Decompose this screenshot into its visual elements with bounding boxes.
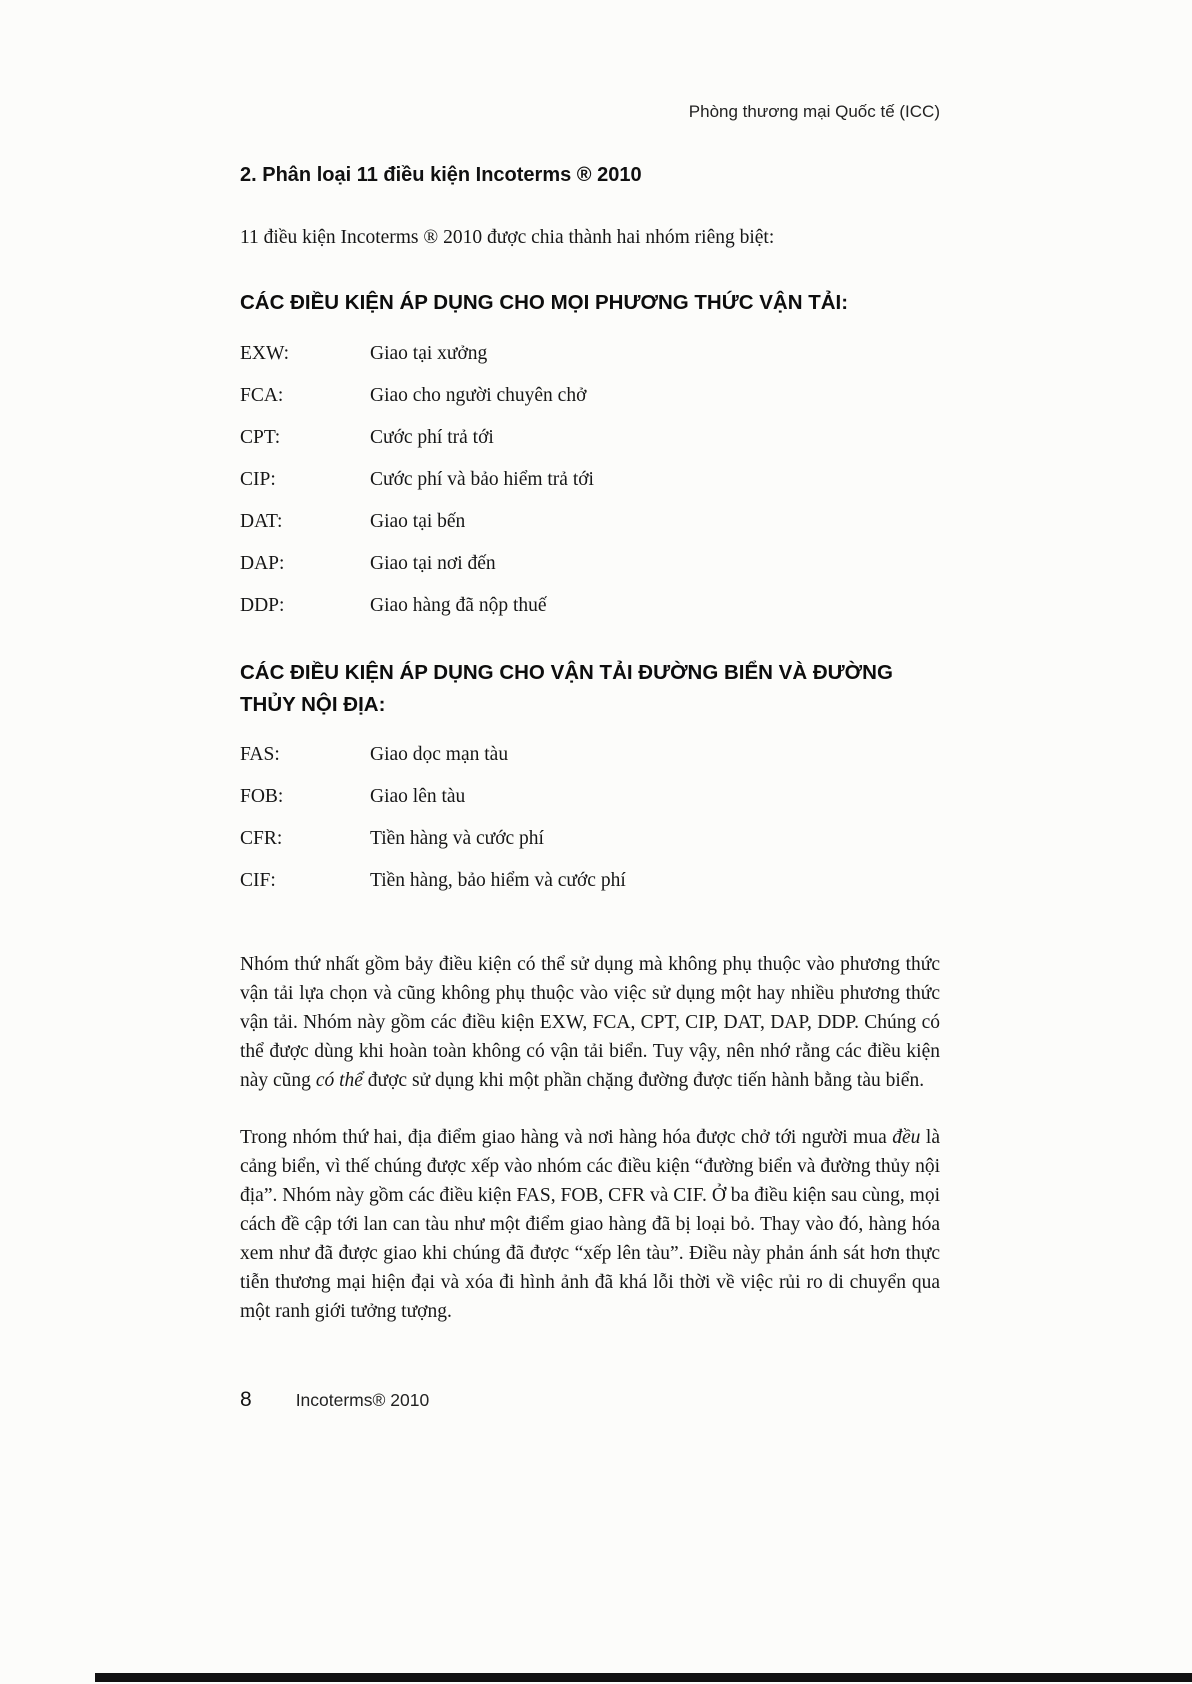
term-code: DAT: bbox=[240, 510, 283, 532]
term-code: FCA: bbox=[240, 384, 284, 406]
term-group bbox=[240, 742, 940, 810]
term-row-dap bbox=[240, 551, 940, 577]
term-row-fca bbox=[240, 383, 940, 409]
term-row-fob bbox=[240, 784, 940, 810]
term-desc: Giao hàng đã nộp thuế bbox=[370, 594, 547, 616]
term-code: CPT: bbox=[240, 426, 281, 448]
term-row-fas bbox=[240, 742, 940, 768]
page-number: 8 bbox=[240, 1388, 252, 1412]
term-group bbox=[240, 509, 940, 619]
term-row-dat bbox=[240, 509, 940, 535]
term-row-exw bbox=[240, 341, 940, 367]
term-row-cpt bbox=[240, 425, 940, 451]
term-group bbox=[240, 425, 940, 493]
terms-list-all-transport bbox=[240, 341, 940, 619]
paragraph-group-two bbox=[240, 1123, 940, 1326]
page-footer bbox=[240, 1388, 940, 1412]
term-desc: Giao cho người chuyên chở bbox=[370, 384, 587, 406]
paragraph-text: Nhóm thứ nhất gồm bảy điều kiện có thể sử dụng mà không phụ thuộc vào phương thức vận tải lựa chọn và cũng không phụ thuộc vào việc sử dụng một hay nhiều phương thức vận tải. Nhóm này gồm các điều kiện EXW, FCA, CPT, CIP, DAT, DAP, DDP. Chúng có thể được dùng khi hoàn toàn không có vận tải biển. Tuy vậy, nên nhớ rằng các điều kiện này cũng bbox=[240, 954, 940, 1092]
term-code: CFR: bbox=[240, 828, 283, 850]
term-desc: Giao tại bến bbox=[370, 510, 466, 532]
term-desc: Giao tại nơi đến bbox=[370, 552, 496, 574]
all-transport-title: CÁC ĐIỀU KIỆN ÁP DỤNG CHO MỌI PHƯƠNG THỨC VẬN TẢI: bbox=[240, 291, 849, 314]
term-code: FOB: bbox=[240, 786, 284, 808]
paragraph-text: được sử dụng khi một phần chặng đường được tiến hành bằng tàu biển. bbox=[362, 1070, 925, 1092]
term-desc: Tiền hàng, bảo hiểm và cước phí bbox=[370, 870, 626, 892]
term-group bbox=[240, 383, 940, 409]
term-desc: Giao tại xưởng bbox=[370, 342, 488, 364]
term-desc: Giao lên tàu bbox=[370, 786, 466, 808]
intro-paragraph: 11 điều kiện Incoterms ® 2010 được chia thành hai nhóm riêng biệt: bbox=[240, 227, 775, 248]
term-code: CIF: bbox=[240, 870, 276, 892]
paragraph-text: Trong nhóm thứ hai, địa điểm giao hàng và nơi hàng hóa được chở tới người mua bbox=[240, 1127, 893, 1149]
term-code: DDP: bbox=[240, 594, 285, 616]
scan-edge-bar bbox=[95, 1673, 1192, 1682]
footer-book-title: Incoterms® 2010 bbox=[295, 1390, 430, 1411]
term-code: CIP: bbox=[240, 468, 276, 490]
term-group bbox=[240, 826, 940, 894]
section-number-heading: 2. Phân loại 11 điều kiện Incoterms ® 2010 bbox=[240, 164, 642, 186]
paragraph-emphasis: có thể bbox=[315, 1070, 363, 1092]
content-column bbox=[240, 102, 940, 1412]
term-desc: Giao dọc mạn tàu bbox=[370, 744, 509, 766]
term-row-ddp bbox=[240, 593, 940, 619]
paragraph-group-one bbox=[240, 950, 940, 1095]
term-group bbox=[240, 341, 940, 367]
term-code: FAS: bbox=[240, 744, 280, 766]
terms-list-sea-waterway bbox=[240, 742, 940, 894]
term-row-cif bbox=[240, 868, 940, 894]
sea-waterway-title: CÁC ĐIỀU KIỆN ÁP DỤNG CHO VẬN TẢI ĐƯỜNG BIỂN VÀ ĐƯỜNG THỦY NỘI ĐỊA: bbox=[240, 660, 893, 716]
term-desc: Cước phí trả tới bbox=[370, 426, 494, 448]
term-desc: Tiền hàng và cước phí bbox=[370, 828, 544, 850]
running-header: Phòng thương mại Quốc tế (ICC) bbox=[688, 102, 940, 121]
paragraph-emphasis: đều bbox=[892, 1127, 921, 1149]
paragraph-text: là cảng biển, vì thế chúng được xếp vào nhóm các điều kiện “đường biển và đường thủy nội địa”. Nhóm này gồm các điều kiện FAS, FOB, CFR và CIF. Ở ba điều kiện sau cùng, mọi cách đề cập tới lan can tàu như một điểm giao hàng đã bị loại bỏ. Thay vào đó, hàng hóa xem như đã được giao khi chúng đã được “xếp lên tàu”. Điều này phản ánh sát hơn thực tiễn thương mại hiện đại và xóa đi hình ảnh đã khá lỗi thời về việc rủi ro di chuyển qua một ranh giới tưởng tượng. bbox=[240, 1127, 941, 1323]
term-code: EXW: bbox=[240, 342, 290, 364]
term-row-cfr bbox=[240, 826, 940, 852]
term-desc: Cước phí và bảo hiểm trả tới bbox=[370, 468, 594, 490]
term-code: DAP: bbox=[240, 552, 285, 574]
term-row-cip bbox=[240, 467, 940, 493]
